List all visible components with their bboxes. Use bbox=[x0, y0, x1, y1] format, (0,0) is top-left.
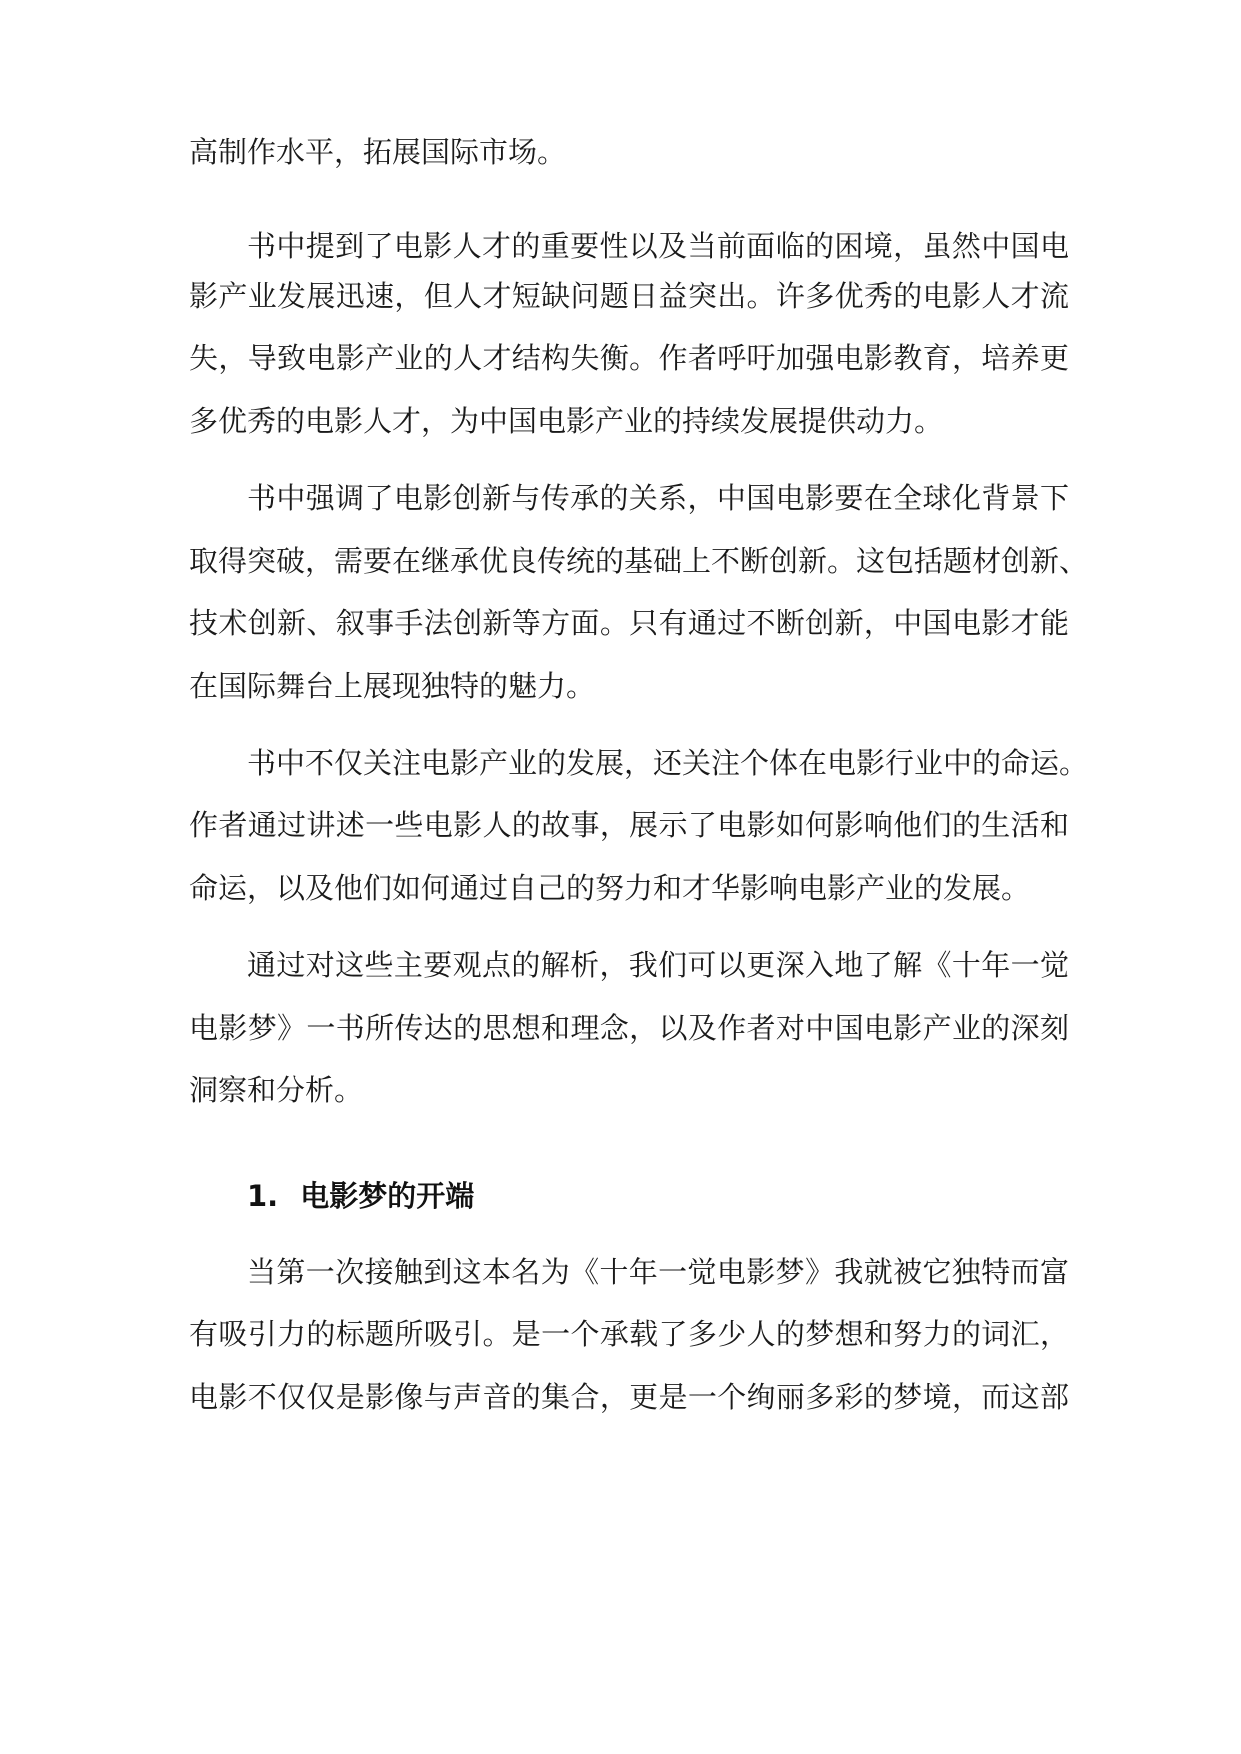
paragraph-line: 书中不仅关注电影产业的发展，还关注个体在电影行业中的命运。 bbox=[247, 746, 1089, 780]
paragraph-line: 洞察和分析。 bbox=[189, 1073, 364, 1107]
paragraph-line: 失，导致电影产业的人才结构失衡。作者呼吁加强电影教育，培养更 bbox=[189, 341, 1069, 375]
paragraph-line: 命运，以及他们如何通过自己的努力和才华影响电影产业的发展。 bbox=[189, 871, 1031, 905]
paragraph-line: 电影不仅仅是影像与声音的集合，更是一个绚丽多彩的梦境，而这部 bbox=[189, 1380, 1069, 1414]
paragraph-line: 书中强调了电影创新与传承的关系，中国电影要在全球化背景下 bbox=[247, 481, 1069, 515]
paragraph-line: 取得突破，需要在继承优良传统的基础上不断创新。这包括题材创新、 bbox=[189, 544, 1089, 578]
paragraph-line: 技术创新、叙事手法创新等方面。只有通过不断创新，中国电影才能 bbox=[189, 606, 1069, 640]
paragraph-line: 影产业发展迅速，但人才短缺问题日益突出。许多优秀的电影人才流 bbox=[189, 279, 1069, 313]
paragraph-line: 在国际舞台上展现独特的魅力。 bbox=[189, 669, 596, 703]
paragraph-line: 通过对这些主要观点的解析，我们可以更深入地了解《十年一觉 bbox=[247, 948, 1069, 982]
paragraph-line: 多优秀的电影人才，为中国电影产业的持续发展提供动力。 bbox=[189, 404, 944, 438]
paragraph-line: 高制作水平，拓展国际市场。 bbox=[189, 135, 567, 169]
section-title: 电影梦的开端 bbox=[300, 1179, 475, 1213]
paragraph-line: 有吸引力的标题所吸引。是一个承载了多少人的梦想和努力的词汇， bbox=[189, 1317, 1069, 1351]
section-number: 1. bbox=[247, 1179, 279, 1213]
paragraph-line: 当第一次接触到这本名为《十年一觉电影梦》我就被它独特而富 bbox=[247, 1255, 1069, 1289]
paragraph-line: 电影梦》一书所传达的思想和理念，以及作者对中国电影产业的深刻 bbox=[189, 1011, 1069, 1045]
section-heading bbox=[247, 1168, 474, 1224]
paragraph-line: 作者通过讲述一些电影人的故事，展示了电影如何影响他们的生活和 bbox=[189, 808, 1069, 842]
paragraph-line: 书中提到了电影人才的重要性以及当前面临的困境，虽然中国电 bbox=[247, 229, 1069, 263]
